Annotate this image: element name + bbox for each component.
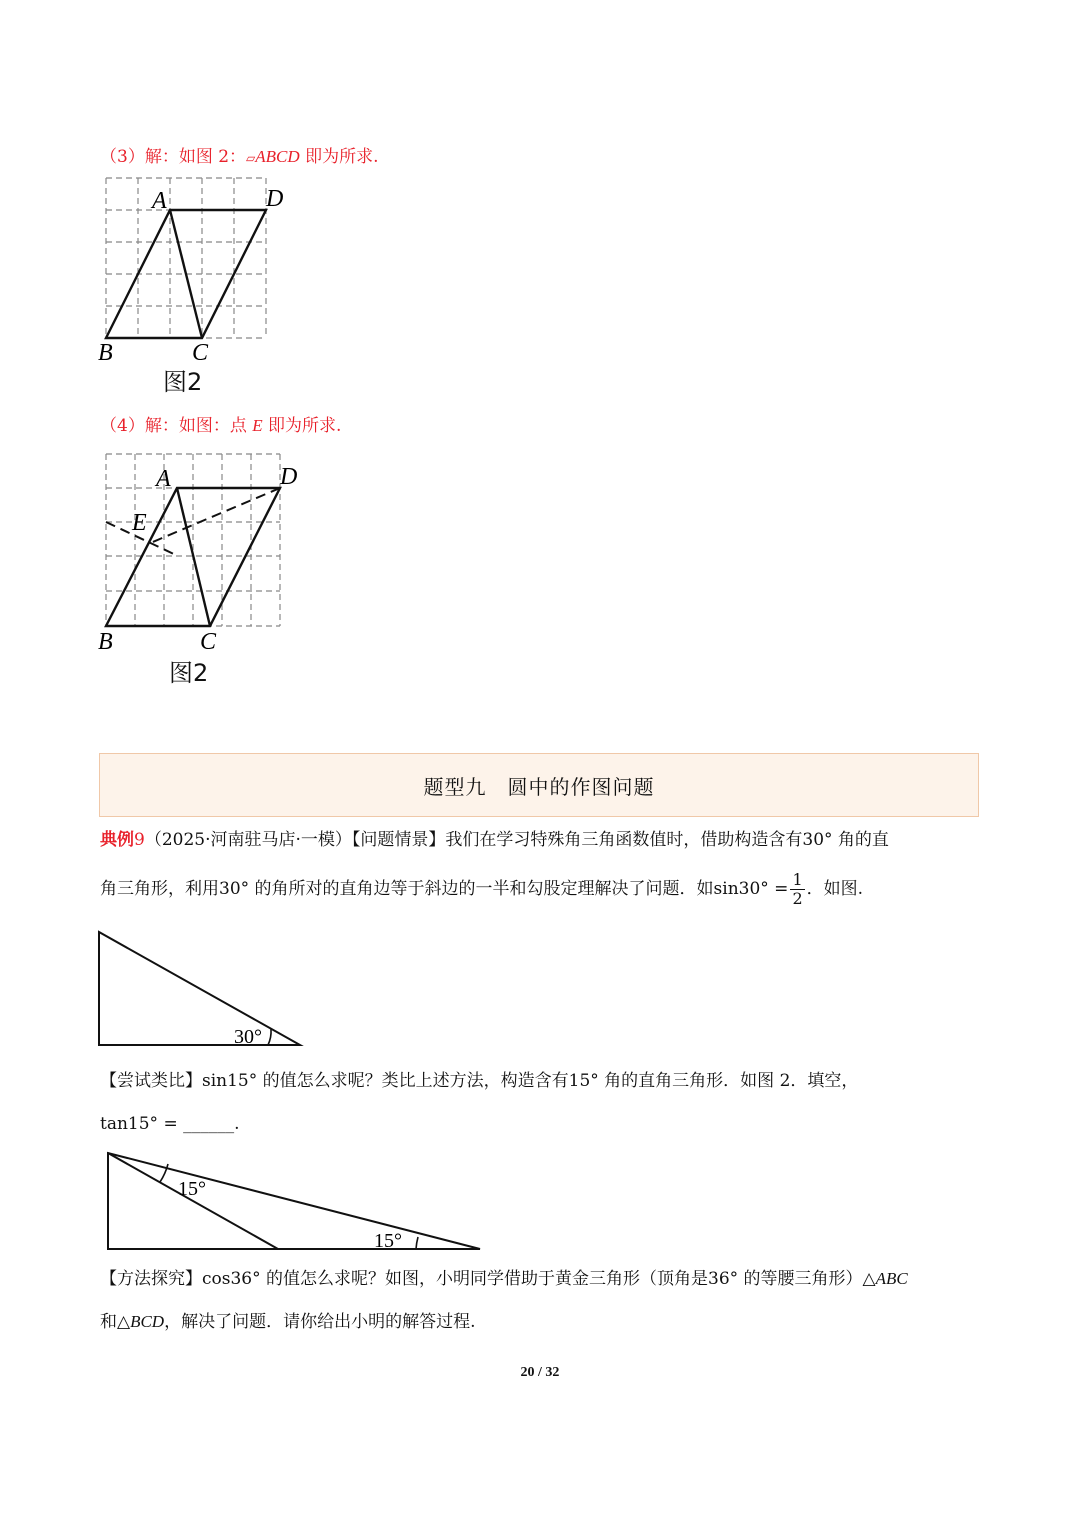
method-line-1-text: 【方法探究】cos36° 的值怎么求呢？如图，小明同学借助于黄金三角形（顶角是36° 的等腰三角形）△	[100, 1269, 876, 1289]
figure-2-caption: 图2	[169, 659, 209, 687]
solution-4-suffix: 即为所求.	[262, 416, 342, 436]
triangle-abc-name: ABC	[875, 1269, 908, 1288]
solution-3-text	[100, 142, 378, 167]
analogy-line-2: tan15° = ______.	[100, 1114, 240, 1134]
example-line-2-end: ．如图.	[806, 879, 864, 899]
angle-arc-15-bottom	[416, 1237, 418, 1249]
figure-1-label-a: A	[152, 188, 167, 214]
figure-1-label-d: D	[266, 186, 284, 212]
parallelogram-symbol: ▱	[246, 151, 256, 165]
figure-1-label-c: C	[192, 340, 209, 366]
triangle-30-diagram	[90, 925, 310, 1055]
inner-segment	[108, 1153, 278, 1249]
solution-3-prefix: （3）解：如图 2：	[100, 147, 247, 167]
section-banner	[99, 753, 979, 817]
analogy-line-1: 【尝试类比】sin15° 的值怎么求呢？类比上述方法，构造含有15° 角的直角三角形．如图 2．填空，	[100, 1071, 859, 1091]
figure-2-grid-diagram	[90, 446, 320, 686]
example-9-line-1	[100, 832, 889, 849]
example-number: 9	[134, 830, 145, 850]
solution-3-suffix: 即为所求.	[299, 147, 379, 167]
solution-4-prefix: （4）解：如图：点	[100, 416, 253, 436]
angle-label-15-bottom: 15°	[374, 1230, 402, 1252]
angle-label-30: 30°	[234, 1026, 262, 1048]
fraction-numerator: 1	[792, 870, 803, 890]
figure-2-label-b: B	[98, 629, 113, 655]
angle-label-15-top: 15°	[178, 1178, 206, 1200]
figure-1-caption: 图2	[163, 368, 203, 396]
example-label: 典例	[100, 830, 134, 850]
fraction-denominator: 2	[792, 889, 803, 908]
angle-arc-30	[268, 1029, 271, 1045]
triangle-bcd-name: BCD	[130, 1312, 165, 1331]
method-line-2	[100, 1313, 475, 1331]
parallelogram-name: ABCD	[255, 147, 300, 166]
solution-4-text	[100, 411, 341, 436]
example-9-line-2	[100, 869, 863, 909]
method-line-2-end: ，解决了问题．请你给出小明的解答过程.	[164, 1312, 476, 1332]
right-triangle-15	[108, 1153, 480, 1249]
fraction-one-half	[790, 871, 804, 907]
figure-2-label-a: A	[156, 466, 171, 492]
figure-1-label-b: B	[98, 340, 113, 366]
figure-2-label-c: C	[200, 629, 217, 655]
point-e-name: E	[252, 416, 263, 435]
example-line-2-text: 角三角形，利用30° 的角所对的直角边等于斜边的一半和勾股定理解决了问题．如sin30° =	[100, 879, 789, 899]
right-triangle-30	[99, 932, 300, 1045]
figure-2-label-e: E	[132, 510, 147, 536]
example-line-1-text: （2025·河南驻马店·一模）【问题情景】我们在学习特殊角三角函数值时，借助构造含有30° 角的直	[144, 830, 889, 850]
triangle-15-diagram	[100, 1145, 490, 1260]
page-number: 20 / 32	[520, 1365, 560, 1380]
figure-2-label-d: D	[280, 464, 298, 490]
section-title: 题型九 圆中的作图问题	[423, 774, 655, 799]
method-line-1	[100, 1270, 908, 1288]
method-line-2-start: 和△	[100, 1312, 131, 1332]
